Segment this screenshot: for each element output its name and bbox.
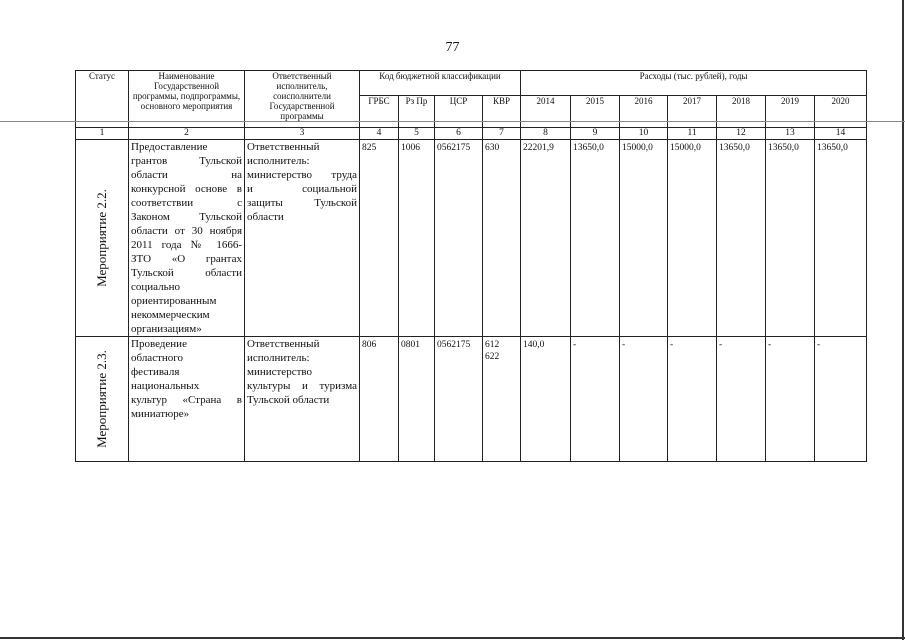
header-executor: Ответственный исполнитель, соисполнители Государственной программы — [245, 71, 360, 128]
name-line: организациям» — [131, 323, 202, 335]
header-year-2018: 2018 — [717, 96, 766, 128]
col-number: 10 — [620, 128, 668, 140]
col-number: 11 — [668, 128, 717, 140]
name-line: области на — [131, 169, 242, 181]
col-number: 6 — [435, 128, 483, 140]
header-name: Наименование Государственной программы, подпрограммы, основного мероприятия — [129, 71, 245, 128]
row-status — [76, 140, 129, 337]
header-year-2016: 2016 — [620, 96, 668, 128]
col-number: 8 — [521, 128, 571, 140]
row-value-2016: 15000,0 — [620, 140, 668, 337]
header-year-2014: 2014 — [521, 96, 571, 128]
row-kvr: 630 — [483, 140, 521, 337]
page-frame-bottom — [0, 637, 905, 639]
row-value-2018: 13650,0 — [717, 140, 766, 337]
row-value-2017: 15000,0 — [668, 140, 717, 337]
table-row — [76, 140, 867, 337]
row-value-2018: - — [717, 337, 766, 462]
col-number: 5 — [399, 128, 435, 140]
header-year-2017: 2017 — [668, 96, 717, 128]
executor-line: и социальной — [247, 183, 357, 195]
name-line: соответствии с — [131, 197, 242, 209]
row-value-2016: - — [620, 337, 668, 462]
row-value-2015: - — [571, 337, 620, 462]
header-budget-code: Код бюджетной классификации — [360, 71, 521, 96]
page-number: 77 — [445, 40, 460, 55]
col-number: 13 — [766, 128, 815, 140]
row-value-2020: - — [815, 337, 867, 462]
name-line: Законом Тульской — [131, 211, 242, 223]
page-frame-right — [902, 0, 904, 640]
row-value-2017: - — [668, 337, 717, 462]
row-value-2020: 13650,0 — [815, 140, 867, 337]
row-name — [129, 140, 245, 337]
header-year-2015: 2015 — [571, 96, 620, 128]
executor-line: министерство труда — [247, 169, 357, 181]
row-rzpr: 1006 — [399, 140, 435, 337]
col-number: 2 — [129, 128, 245, 140]
header-year-2019: 2019 — [766, 96, 815, 128]
name-line: социально — [131, 281, 181, 293]
row-name — [129, 337, 245, 462]
row-value-2019: 13650,0 — [766, 140, 815, 337]
row-value-2015: 13650,0 — [571, 140, 620, 337]
executor-line: области — [247, 211, 284, 223]
executor-line: Ответственный — [247, 338, 320, 350]
name-line: 2011 года № 1666- — [131, 239, 242, 251]
name-line: грантов Тульской — [131, 155, 242, 167]
executor-line: защиты Тульской — [247, 197, 357, 209]
col-number: 12 — [717, 128, 766, 140]
col-number: 14 — [815, 128, 867, 140]
header-status: Статус — [76, 71, 129, 128]
header-rzpr: Рз Пр — [399, 96, 435, 128]
table-row — [76, 337, 867, 462]
row-grbs: 825 — [360, 140, 399, 337]
scan-line — [0, 121, 905, 122]
name-line: конкурсной основе в — [131, 183, 242, 195]
col-number: 3 — [245, 128, 360, 140]
row-rzpr: 0801 — [399, 337, 435, 462]
executor-line: Ответственный — [247, 141, 320, 153]
executor-line: исполнитель: — [247, 155, 310, 167]
executor-line: Тульской области — [247, 394, 330, 406]
row-status — [76, 337, 129, 462]
name-line: ориентированным — [131, 295, 217, 307]
executor-line: министерство — [247, 366, 313, 378]
name-line: миниатюре» — [131, 408, 190, 420]
name-line: Предоставление — [131, 141, 208, 153]
name-line: Проведение — [131, 338, 187, 350]
status-label: Мероприятие 2.3. — [94, 350, 109, 448]
header-kvr: КВР — [483, 96, 521, 128]
column-number-row — [76, 128, 867, 140]
col-number: 9 — [571, 128, 620, 140]
name-line: национальных — [131, 380, 200, 392]
row-value-2014: 22201,9 — [521, 140, 571, 337]
row-value-2014: 140,0 — [521, 337, 571, 462]
row-csr: 0562175 — [435, 140, 483, 337]
row-executor — [245, 337, 360, 462]
row-executor — [245, 140, 360, 337]
col-number: 1 — [76, 128, 129, 140]
col-number: 4 — [360, 128, 399, 140]
status-label: Мероприятие 2.2. — [94, 189, 109, 287]
name-line: фестиваля — [131, 366, 180, 378]
header-year-2020: 2020 — [815, 96, 867, 128]
header-expenses: Расходы (тыс. рублей), годы — [521, 71, 867, 96]
name-line: Тульской области — [131, 267, 242, 279]
name-line: культур «Страна в — [131, 394, 242, 406]
header-csr: ЦСР — [435, 96, 483, 128]
name-line: области от 30 ноября — [131, 225, 242, 237]
header-grbs: ГРБС — [360, 96, 399, 128]
row-csr: 0562175 — [435, 337, 483, 462]
executor-line: исполнитель: — [247, 352, 310, 364]
row-grbs: 806 — [360, 337, 399, 462]
col-number: 7 — [483, 128, 521, 140]
name-line: некоммерческим — [131, 309, 210, 321]
name-line: областного — [131, 352, 184, 364]
budget-table — [75, 70, 867, 462]
executor-line: культуры и туризма — [247, 380, 357, 392]
row-kvr: 612 622 — [483, 337, 521, 462]
name-line: ЗТО «О грантах — [131, 253, 242, 265]
row-value-2019: - — [766, 337, 815, 462]
